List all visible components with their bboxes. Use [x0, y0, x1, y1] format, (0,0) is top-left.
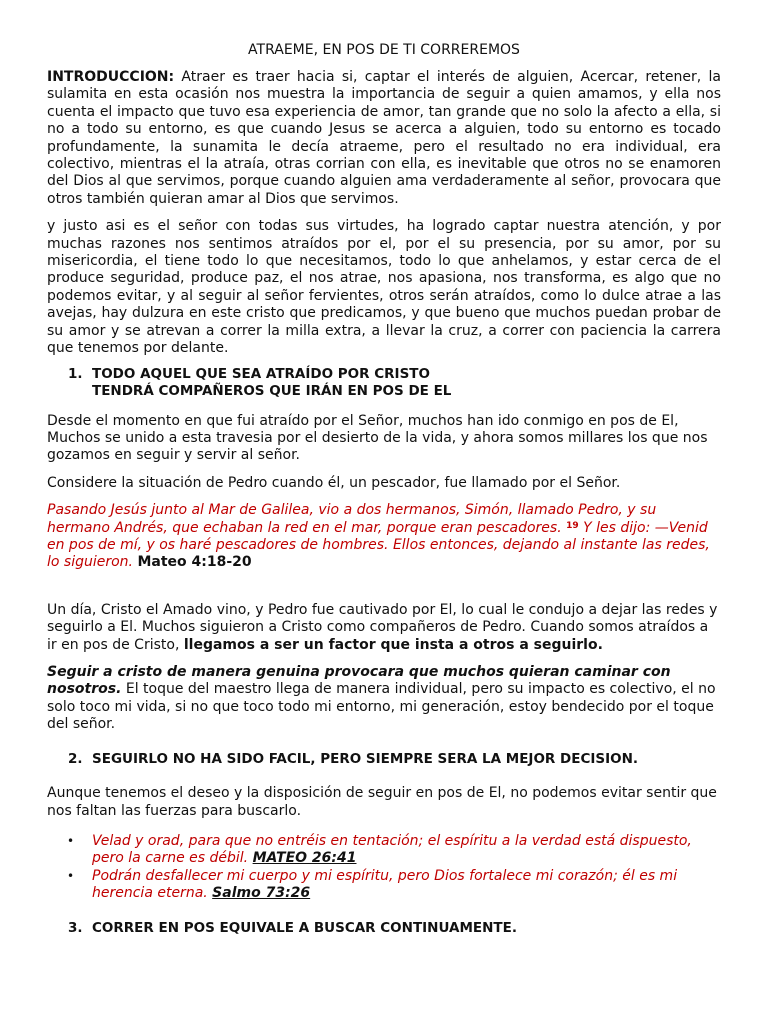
section-3-number: 3.	[68, 919, 83, 936]
bullet-verse-reference: Salmo 73:26	[212, 885, 311, 902]
section-1-paragraph-3-text: Un día, Cristo el Amado vino, y Pedro fue cautivado por El, lo cual le condujo a dejar las redes y seguirlo a El. Muchos siguieron a Cristo como compañeros de Pedro. Cuando somos atraídos a ir en pos de Cristo,	[47, 601, 718, 653]
section-1-heading-line2: TENDRÁ COMPAÑEROS QUE IRÁN EN POS DE EL	[92, 383, 452, 399]
verse-number: 19	[566, 520, 579, 531]
section-3-heading-text: CORRER EN POS EQUIVALE A BUSCAR CONTINUAMENTE.	[92, 919, 517, 936]
list-item	[47, 833, 721, 868]
verse-text-part1: Pasando Jesús junto al Mar de Galilea, vio a dos hermanos, Simón, llamado Pedro, y su hermano Andrés, que echaban la red en el mar, porque eran pescadores.	[47, 502, 657, 536]
intro-label: INTRODUCCION:	[47, 69, 175, 85]
section-1-paragraph-4-text: El toque del maestro llega de manera individual, pero su impacto es colectivo, el no solo toco mi vida, si no que toco todo mi entorno, mi generación, estoy bendecido por el toque del señor.	[47, 681, 716, 733]
section-2-number: 2.	[68, 750, 83, 767]
section-2-heading-text: SEGUIRLO NO HA SIDO FACIL, PERO SIEMPRE SERA LA MEJOR DECISION.	[92, 750, 639, 767]
intro-text: Atraer es traer hacia si, captar el interés de alguien, Acercar, retener, la sulamita en esta ocasión nos muestra la importancia de seguir a quien amamos, y ella nos cuenta el impacto que tuvo esa experiencia de amor, tan grande que no solo la afecto a ella, si no a todo su entorno, es que cuando Jesus se acerca a alguien, todo su entorno es tocado profundamente, la sunamita le decía atraeme, pero el resultado no era individual, era colectivo, mientras el la atraía, otras corrian con ella, es inevitable que otros no se enamoren del Dios al que servimos, porque cuando alguien ama verdaderamente al señor, provocara que otros también quieran amar al Dios que servimos.	[47, 69, 721, 207]
section-1-paragraph-4	[47, 664, 721, 734]
section-1-paragraph-4-bold: Seguir a cristo de manera genuina provocara que muchos quieran caminar con nosotros.	[47, 663, 671, 698]
paragraph-2: y justo asi es el señor con todas sus virtudes, ha logrado captar nuestra atención, y por muchas razones nos sentimos atraídos por el, por el su presencia, por su amor, por su misericordia, el tiene todo lo que necesitamos, todo lo que anhelamos, y estar cerca de el produce seguridad, produce paz, el nos atrae, nos apasiona, nos transforma, es algo que no podemos evitar, y al seguir al señor fervientes, otros serán atraídos, como lo dulce atrae a las avejas, hay dulzura en este cristo que predicamos, y que bueno que muchos puedan probar de su amor y se atrevan a correr la milla extra, a llevar la cruz, a correr con paciencia la carrera que tenemos por delante.	[47, 218, 721, 357]
section-1-heading-line1: TODO AQUEL QUE SEA ATRAÍDO POR CRISTO	[92, 365, 430, 382]
section-1-paragraph-3	[47, 602, 721, 654]
bible-verse-mateo-4	[47, 502, 721, 572]
bible-verse-list	[47, 833, 721, 903]
intro-paragraph	[47, 69, 721, 208]
section-1-paragraph-1: Desde el momento en que fui atraído por el Señor, muchos han ido conmigo en pos de El, Muchos se unido a esta travesia por el desierto de la vida, y ahora somos millares los que nos gozamos en seguir y servir al señor.	[47, 412, 708, 464]
section-3-heading	[47, 920, 721, 938]
section-1-number: 1.	[68, 365, 83, 382]
bullet-verse-text: Podrán desfallecer mi cuerpo y mi espíritu, pero Dios fortalece mi corazón; él es mi herencia eterna.	[92, 867, 678, 902]
verse-reference: Mateo 4:18-20	[137, 554, 252, 571]
verse-text-part2: Y les dijo: —Venid en pos de mí, y os haré pescadores de hombres. Ellos entonces, dejando al instante las redes, lo siguieron.	[47, 519, 710, 571]
list-item	[47, 868, 721, 903]
section-1-paragraph-2: Considere la situación de Pedro cuando él, un pescador, fue llamado por el Señor.	[47, 474, 621, 491]
section-2-paragraph-1: Aunque tenemos el deseo y la disposición de seguir en pos de El, no podemos evitar sentir que nos faltan las fuerzas para buscarlo.	[47, 785, 717, 819]
bullet-verse-text: Velad y orad, para que no entréis en tentación; el espíritu a la verdad está dispuesto, pero la carne es débil.	[92, 832, 692, 867]
section-1-heading	[47, 366, 721, 401]
section-2-heading	[47, 751, 721, 769]
section-1-paragraph-3-bold: llegamos a ser un factor que insta a otros a seguirlo.	[183, 636, 603, 653]
document-title: ATRAEME, EN POS DE TI CORREREMOS	[248, 42, 520, 58]
bullet-icon: •	[67, 868, 75, 883]
bullet-icon: •	[67, 833, 75, 848]
bullet-verse-reference: MATEO 26:41	[252, 850, 357, 867]
